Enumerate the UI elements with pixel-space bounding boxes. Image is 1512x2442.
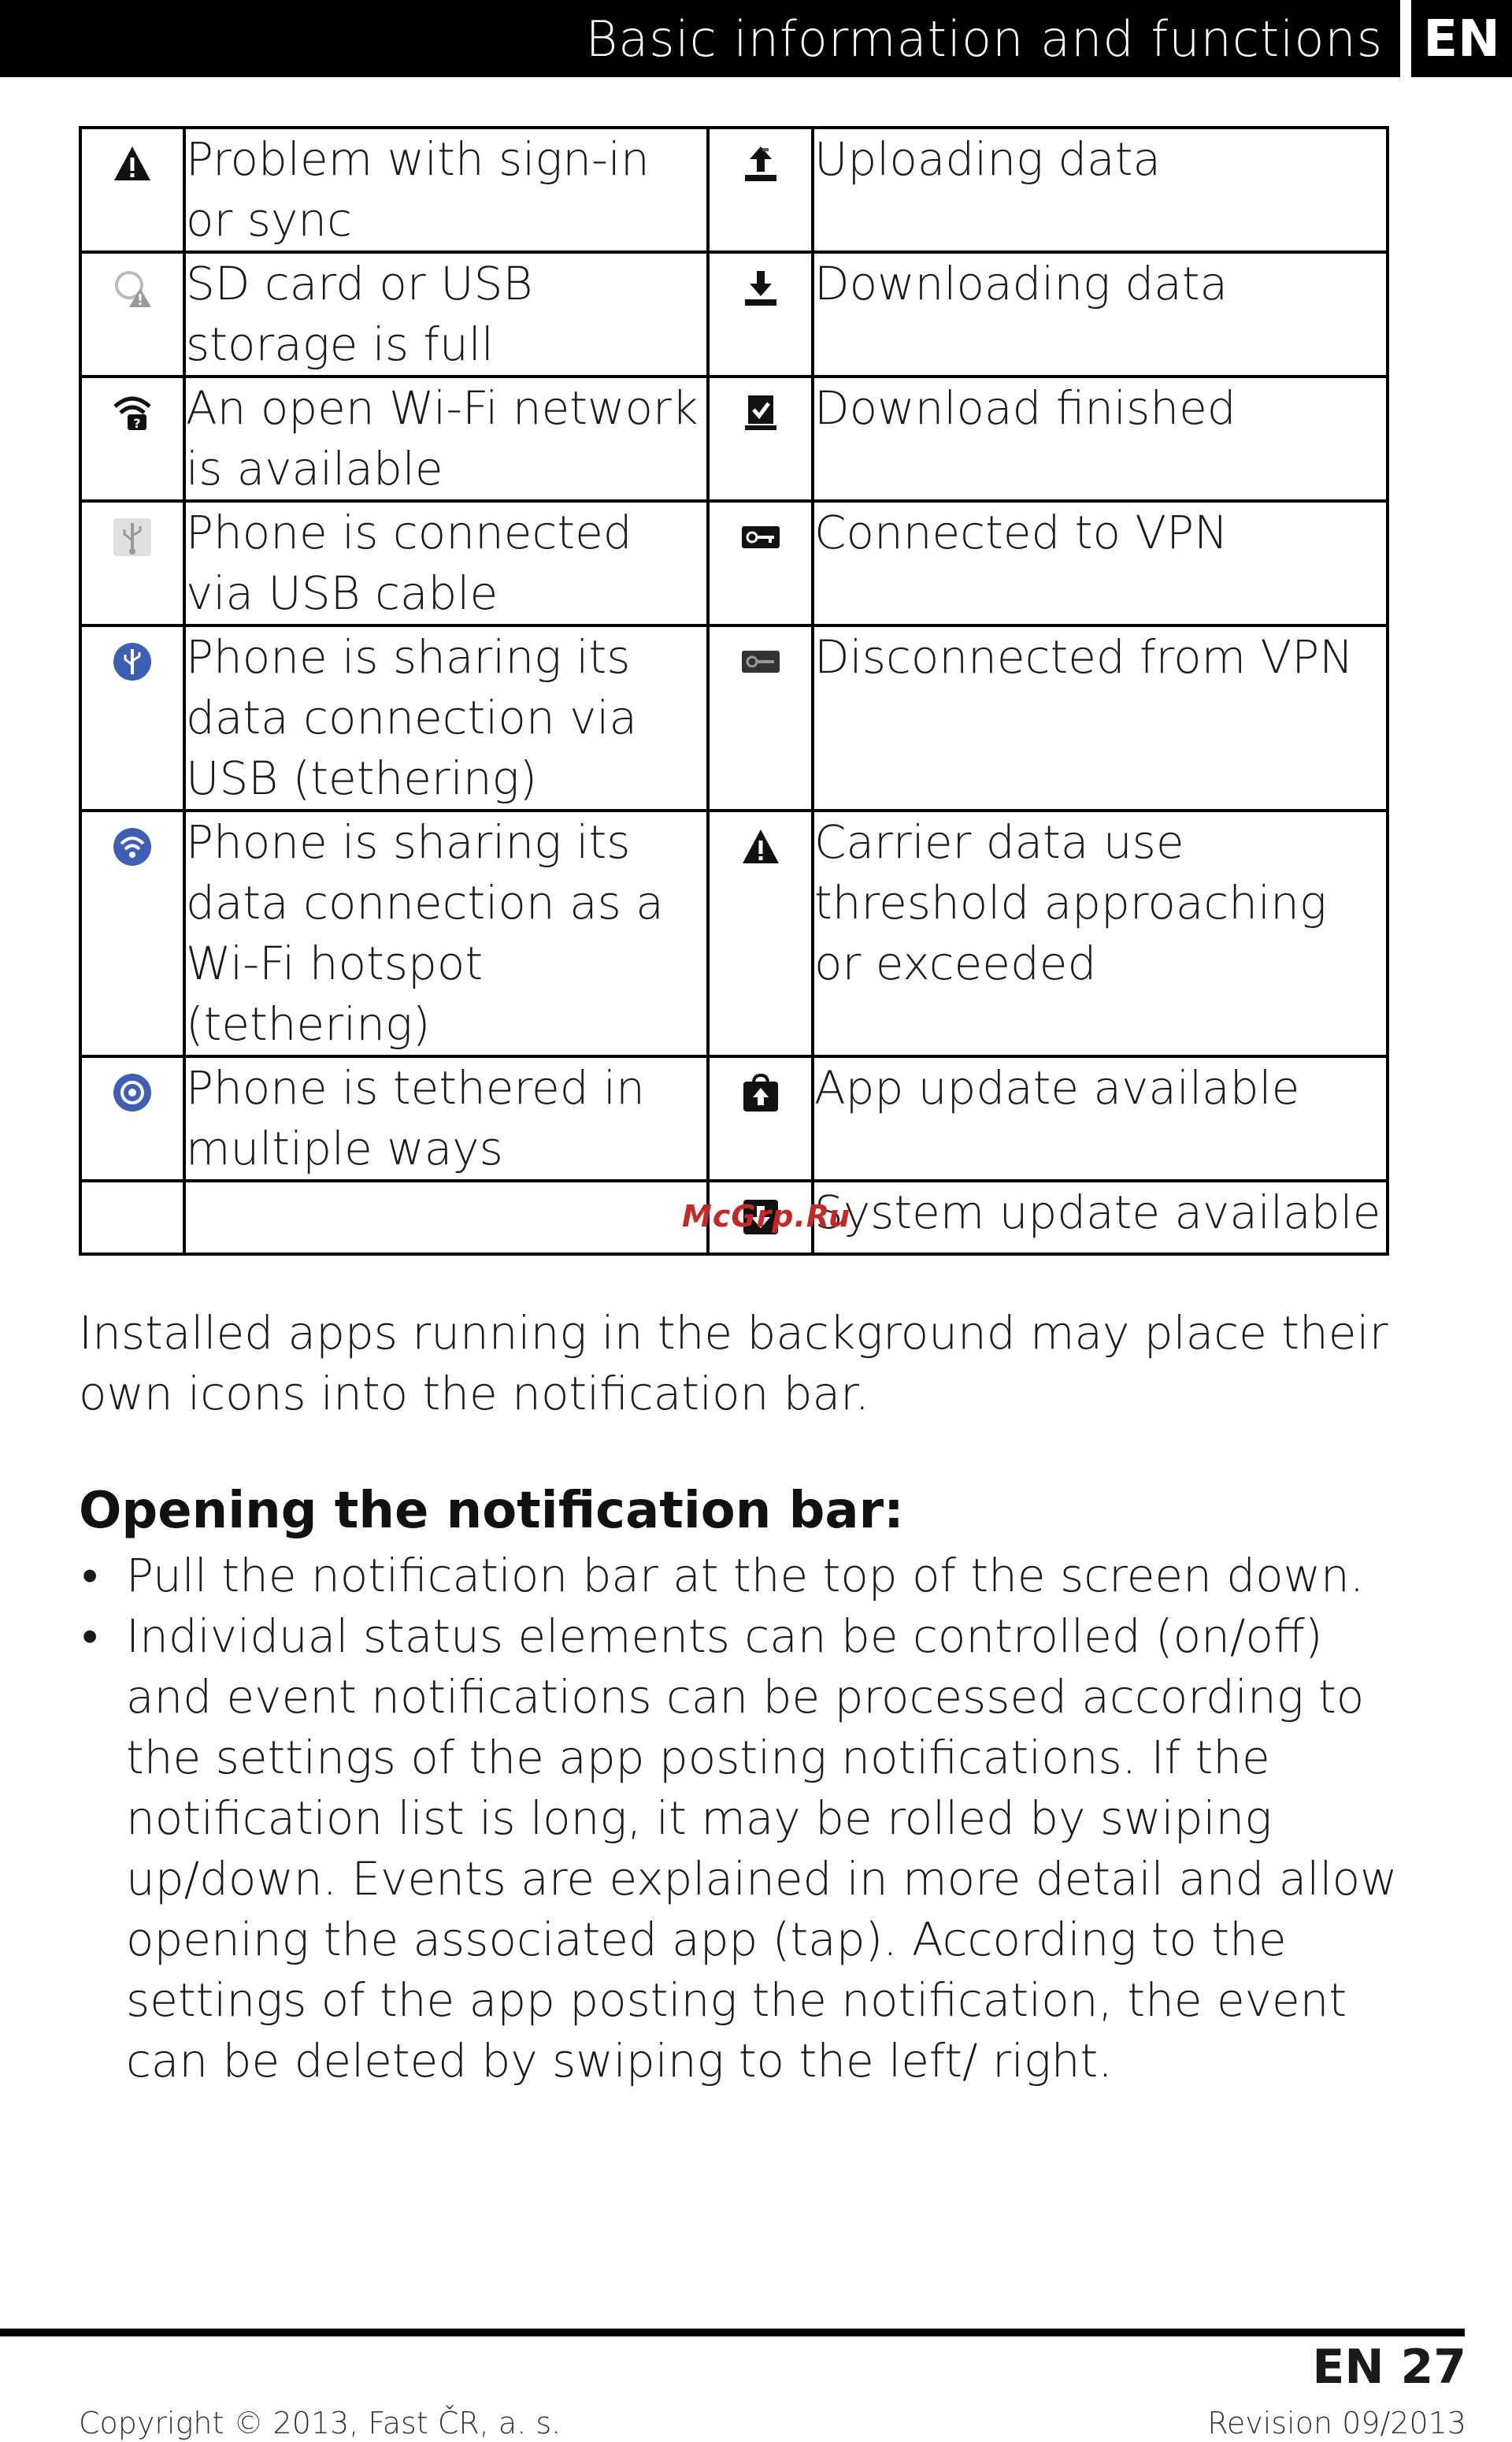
icon-cell — [80, 1181, 184, 1254]
bullet-list — [79, 1546, 1418, 2091]
open-wifi-icon — [112, 392, 153, 433]
icon-cell — [708, 377, 813, 501]
icon-cell — [80, 128, 184, 252]
table-row — [80, 377, 1388, 501]
status-description: Problem with sign-in or sync — [184, 128, 708, 252]
download-icon — [740, 268, 781, 309]
icon-cell — [708, 1056, 813, 1181]
status-description: Phone is sharing its data connection as a Wi-Fi hotspot (tethering) — [184, 811, 708, 1056]
vpn-key-icon — [740, 517, 781, 558]
vpn-disconnected-icon — [740, 641, 781, 682]
status-description: Carrier data use threshold approaching or exceeded — [813, 811, 1388, 1056]
svg-text:?: ? — [133, 416, 141, 431]
status-description: Phone is sharing its data connection via USB (tethering) — [184, 625, 708, 811]
status-description: Download finished — [813, 377, 1388, 501]
icon-cell — [708, 625, 813, 811]
status-description: Phone is tethered in multiple ways — [184, 1056, 708, 1181]
sd-card-warning-icon — [112, 268, 153, 309]
status-description: Connected to VPN — [813, 501, 1388, 625]
status-description: Uploading data — [813, 128, 1388, 252]
intro-paragraph: Installed apps running in the background may place their own icons into the notification bar. — [79, 1306, 1388, 1420]
icon-cell — [80, 625, 184, 811]
header-bar — [0, 0, 1400, 77]
icon-cell — [80, 501, 184, 625]
language-badge: EN — [1411, 0, 1512, 77]
bullet-marker: • — [82, 1609, 98, 1663]
footer-divider — [0, 2329, 1465, 2336]
status-description — [184, 1181, 708, 1254]
list-item — [79, 1606, 1418, 2091]
wifi-hotspot-icon — [112, 826, 153, 867]
usb-tethering-icon — [112, 641, 153, 682]
status-description: An open Wi-Fi network is available — [184, 377, 708, 501]
bullet-marker: • — [82, 1549, 98, 1602]
list-item — [79, 1546, 1418, 1606]
status-description: Phone is connected via USB cable — [184, 501, 708, 625]
list-item-text: Individual status elements can be controlled (on/off) and event notifications can be processed according to the settings of the app posting notifications. If the notification list is long, it may be rolled by swiping up/down. Events are explained in more detail and allow opening the associated app (tap). According to the settings of the app posting the notification, the event can be deleted by swiping to the left/ right. — [126, 1609, 1398, 2088]
icon-cell — [708, 811, 813, 1056]
icon-cell — [708, 501, 813, 625]
app-update-icon — [740, 1072, 781, 1113]
status-icons-table — [79, 126, 1389, 1256]
watermark: McGrp.Ru — [682, 1199, 851, 1234]
table-row — [80, 811, 1388, 1056]
status-description: App update available — [813, 1056, 1388, 1181]
data-warning-icon — [740, 826, 781, 867]
icon-cell — [708, 128, 813, 252]
multi-tether-icon — [112, 1072, 153, 1113]
list-item-text: Pull the notification bar at the top of the screen down. — [126, 1549, 1365, 1602]
copyright-notice: Copyright © 2013, Fast ČR, a. s. — [79, 2406, 561, 2440]
usb-icon — [112, 517, 153, 558]
revision-label: Revision 09/2013 — [1207, 2406, 1466, 2440]
table-row — [80, 1056, 1388, 1181]
download-finished-icon — [740, 392, 781, 433]
page-number: EN 27 — [1312, 2340, 1466, 2395]
status-description: Disconnected from VPN — [813, 625, 1388, 811]
table-row — [80, 501, 1388, 625]
section-heading: Opening the notification bar: — [79, 1482, 904, 1540]
warning-triangle-icon — [112, 143, 153, 184]
icon-cell — [80, 811, 184, 1056]
status-description: System update available — [813, 1181, 1388, 1254]
status-description: SD card or USB storage is full — [184, 252, 708, 377]
icon-cell — [708, 252, 813, 377]
upload-icon — [740, 143, 781, 184]
icon-cell — [80, 1056, 184, 1181]
page-section-title: Basic information and functions — [585, 10, 1383, 68]
table-row — [80, 128, 1388, 252]
table-row — [80, 625, 1388, 811]
icon-cell — [80, 377, 184, 501]
table-row — [80, 252, 1388, 377]
status-description: Downloading data — [813, 252, 1388, 377]
icon-cell — [80, 252, 184, 377]
